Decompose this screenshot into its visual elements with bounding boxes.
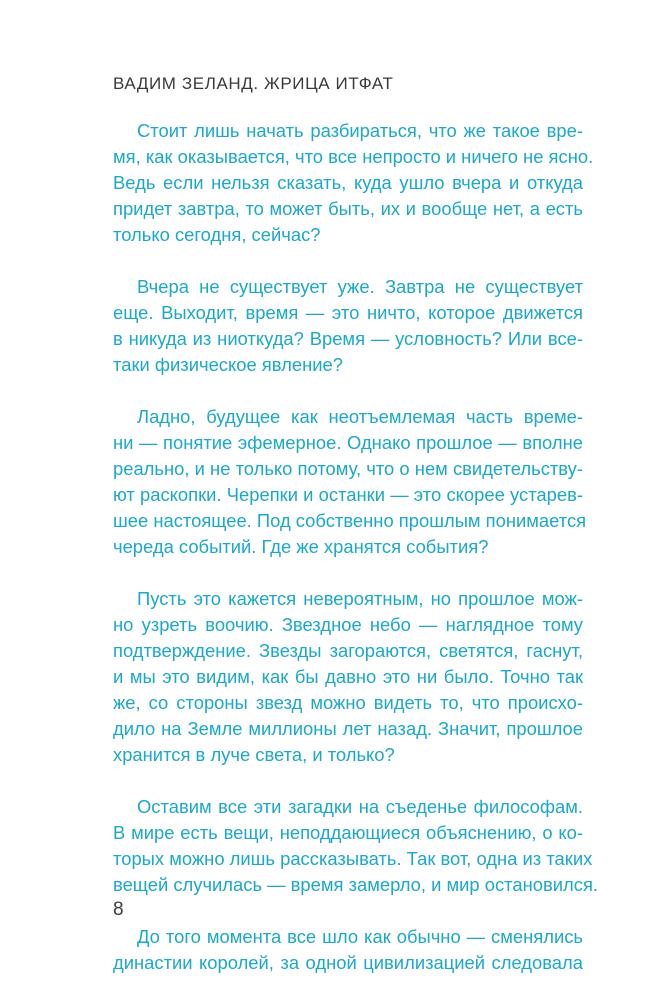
text-line: ют раскопки. Черепки и останки — это скорее устарев- (113, 484, 583, 505)
body-text (113, 118, 599, 1002)
text-line: еще. Выходит, время — это ничто, которое движется (113, 302, 583, 323)
text-line: таки физическое явление? (113, 354, 343, 375)
text-line: В мире есть вещи, неподдающиеся объяснению, о ко- (113, 822, 583, 843)
text-line: династии королей, за одной цивилизацией следовала (113, 952, 583, 973)
text-line: Ведь если нельзя сказать, куда ушло вчера и откуда (113, 172, 583, 193)
paragraph (113, 924, 583, 976)
text-line: торых можно лишь рассказывать. Так вот, одна из таких (113, 848, 593, 869)
paragraph (113, 404, 587, 560)
paragraph (113, 586, 583, 768)
text-line: и мы это видим, как бы давно это ни было. Точно так (113, 666, 583, 687)
text-line: До того момента все шло как обычно — сменялись (137, 926, 583, 947)
paragraph (113, 118, 594, 248)
paragraph (113, 794, 599, 898)
text-line: Ладно, будущее как неотъемлемая часть време- (137, 406, 583, 427)
text-line: хранится в луче света, и только? (113, 744, 395, 765)
text-line: подтверждение. Звезды загораются, светятся, гаснут, (113, 640, 583, 661)
text-line: Оставим все эти загадки на съеденье философам. (137, 796, 583, 817)
text-line: в никуда из ниоткуда? Время — условность? Или все- (113, 328, 583, 349)
text-line: реально, и не только потому, что о нем свидетельству- (113, 458, 583, 479)
page-number: 8 (113, 899, 124, 920)
text-line: но узреть воочию. Звездное небо — наглядное тому (113, 614, 583, 635)
text-line: вещей случилась — время замерло, и мир остановился. (113, 874, 599, 895)
text-line: дило на Земле миллионы лет назад. Значит, прошлое (113, 718, 583, 739)
text-line: только сегодня, сейчас? (113, 224, 321, 245)
text-line: Вчера не существует уже. Завтра не существует (137, 276, 583, 297)
text-line: шее настоящее. Под собственно прошлым понимается (113, 510, 587, 531)
text-line: же, со стороны звезд можно видеть то, что происхо- (113, 692, 583, 713)
text-line: Пусть это кажется невероятным, но прошлое мож- (137, 588, 583, 609)
text-line: Стоит лишь начать разбираться, что же такое вре- (137, 120, 583, 141)
text-line: мя, как оказывается, что все непросто и ничего не ясно. (113, 146, 594, 167)
text-line: придет завтра, то может быть, их и вообще нет, а есть (113, 198, 583, 219)
text-line: череда событий. Где же хранятся события? (113, 536, 489, 557)
paragraph (113, 274, 583, 378)
running-head: ВАДИМ ЗЕЛАНД. ЖРИЦА ИТФАТ (113, 74, 394, 93)
text-line: ни — понятие эфемерное. Однако прошлое — вполне (113, 432, 583, 453)
